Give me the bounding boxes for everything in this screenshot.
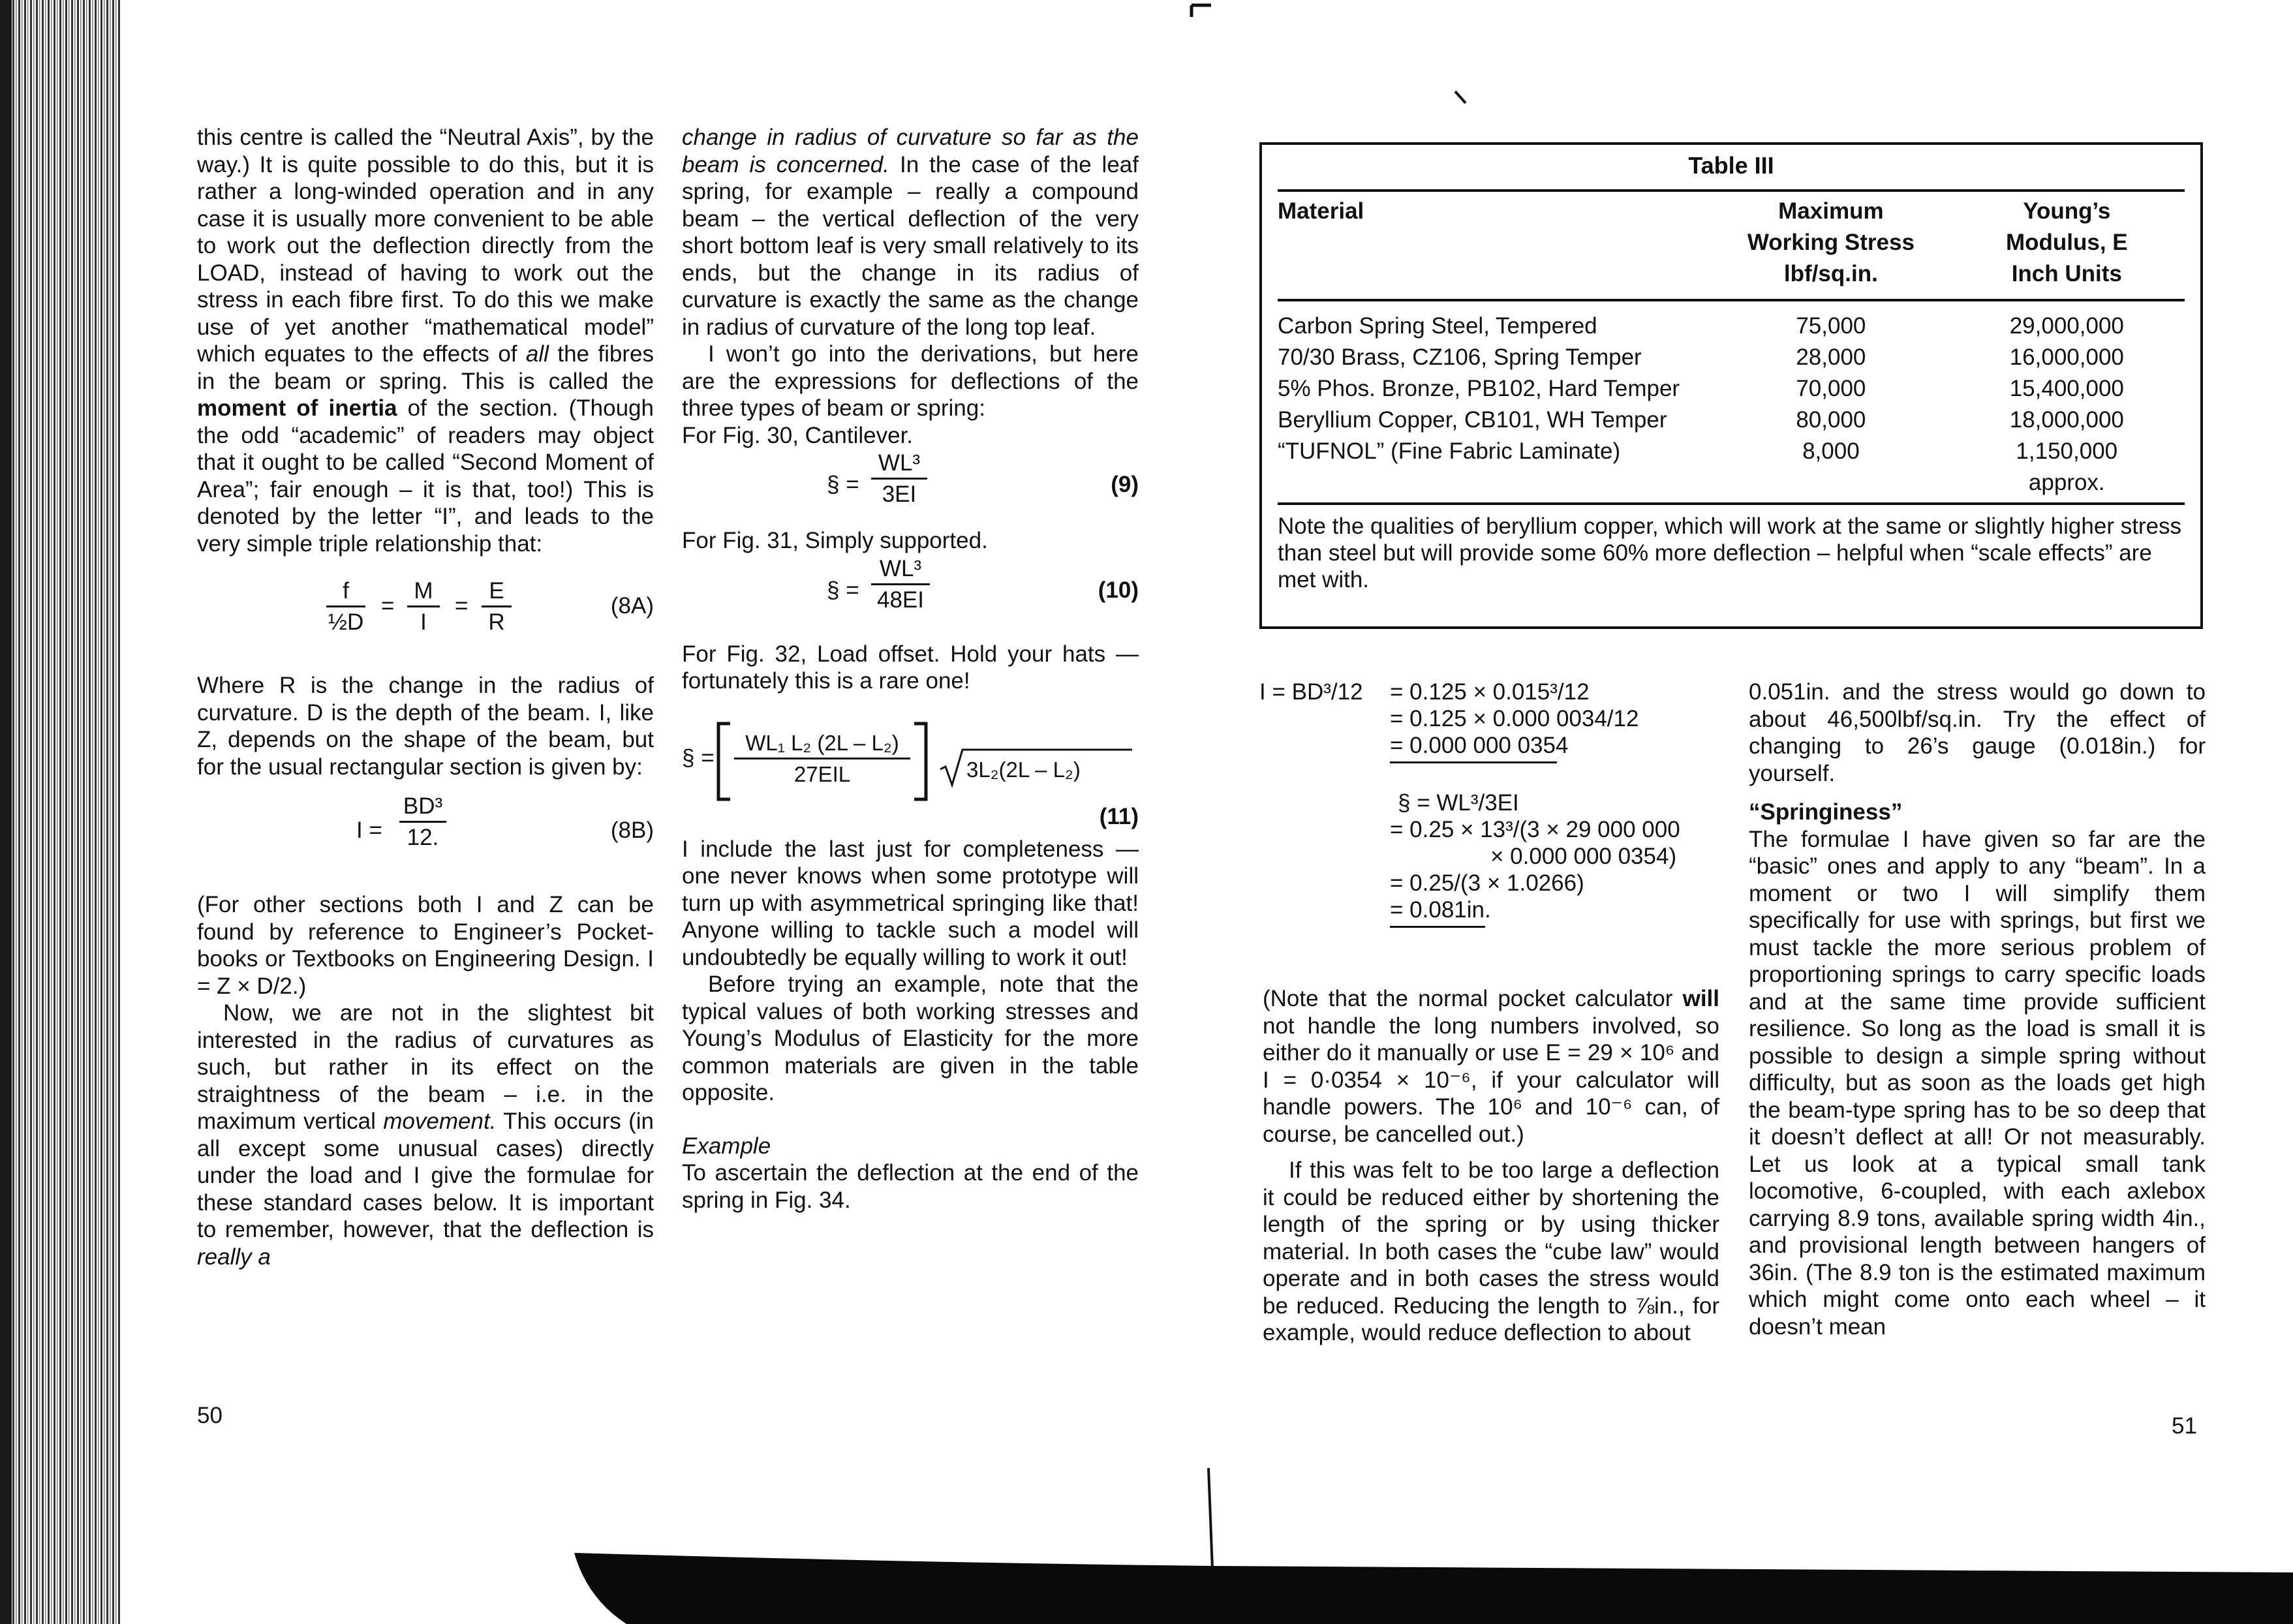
header-material: Material xyxy=(1278,198,1364,224)
table-note: Note the qualities of beryllium copper, which will work at the same or slightly higher stress than steel but will provide some 60% more deflection – helpful when “scale effects” are met with. xyxy=(1278,502,2185,593)
table-title: Table III xyxy=(1278,145,2185,192)
left-edge-dark xyxy=(0,0,12,1624)
now-paragraph: Now, we are not in the slightest bit interested in the radius of curvatures as such, but rather in its effect on the straightness of the beam – i.e. in the maximum vertical movement. This occurs (in all except some unusual cases) directly under the load and I give the formulae for these standard cases below. It is important to remember, however, that the deflection is really a xyxy=(197,1000,654,1270)
right-page-number: 51 xyxy=(2172,1413,2197,1439)
example-text: To ascertain the deflection at the end of the spring in Fig. 34. xyxy=(682,1160,1139,1213)
gutter-crease xyxy=(1208,1468,1212,1569)
example-heading: Example xyxy=(682,1133,771,1159)
before-example-paragraph: Before trying an example, note that the typical values of both working stresses and Young’s Modulus of Elasticity for the more common materials are given in the table opposite. xyxy=(682,972,1139,1105)
calc-i-line-2: = 0.125 × 0.000 0034/12 xyxy=(1390,706,1639,731)
header-working-stress: Maximum Working Stress lbf/sq.in. xyxy=(1747,198,1915,286)
calculation-block xyxy=(1259,679,1729,928)
table-row: 70/30 Brass, CZ106, Spring Temper 28,000 16,000,000 xyxy=(1278,345,2124,370)
calc-s-line-3: = 0.25/(3 × 1.0266) xyxy=(1390,870,1584,896)
right-column-3 xyxy=(1263,985,1719,1347)
equation-8a: $\frac{f}{\text{½D}}$ = $\frac{M}{I}$ = $\frac{E}{R}$ (8A) xyxy=(197,577,654,662)
table-row: 5% Phos. Bronze, PB102, Hard Temper 70,000 15,400,000 xyxy=(1278,376,2124,401)
derivations-paragraph: I won’t go into the derivations, but here are the expressions for deflections of the three types of beam or spring: xyxy=(682,341,1139,421)
smudge-mark xyxy=(1455,91,1466,103)
if-too-large-paragraph: If this was felt to be too large a deflection it could be reduced either by shortening the length of the spring or by using thicker material. In both cases the “cube law” would operate and in both cases the stress would be reduced. Reducing the length to ⅞in., for example, would reduce deflection to about xyxy=(1263,1157,1719,1345)
table-row: Beryllium Copper, CB101, WH Temper 80,000 18,000,000 xyxy=(1278,407,2124,433)
header-youngs-modulus: Young’s Modulus, E Inch Units xyxy=(2005,198,2128,286)
calc-s-line-0: § = WL³/3EI xyxy=(1398,790,1519,816)
table-row-approx: approx. xyxy=(2028,470,2105,495)
table-header-row xyxy=(1278,196,2185,300)
equation-11: § = WL₁ L₂ (2L – L₂) 27EIL 3L₂(2L – L₂) (11) xyxy=(682,721,1139,832)
equation-8b: I = $\frac{\text{BD³}}{12.}$ (8B) xyxy=(356,793,654,850)
curvature-paragraph: change in radius of curvature so far as the beam is concerned. In the case of the leaf spring, for example – really a compound beam – the vertical deflection of the very short bottom leaf is very small relatively to its ends, but the change in its radius of curvature is exactly the same as the change in radius of curvature of the long top leaf. xyxy=(682,125,1139,340)
equation-9-label: (9) xyxy=(1111,472,1139,497)
equation-11-label: (11) xyxy=(1099,803,1139,829)
left-page-number: 50 xyxy=(197,1403,223,1428)
left-column-2 xyxy=(682,124,1139,1214)
where-paragraph: Where R is the change in the radius of curvature. D is the depth of the beam. I, like Z, depends on the shape of the beam, but for the usual rectangular section is given by: xyxy=(197,673,654,780)
equation-8b-label: (8B) xyxy=(610,818,654,843)
page-edge-stripes xyxy=(0,0,121,1624)
stress-continue-paragraph: 0.051in. and the stress would go down to about 46,500lbf/sq.in. Try the effect of changing to 26’s gauge (0.018in.) for yourself. xyxy=(1749,679,2206,786)
table-row: Carbon Spring Steel, Tempered 75,000 29,000,000 xyxy=(1278,313,2124,339)
intro-paragraph: this centre is called the “Neutral Axis”, by the way.) It is quite possible to do this, but it is rather a long-winded operation and in any case it is usually more convenient to be able to work out the deflection directly from the LOAD, instead of having to work out the stress in each fibre first. To do this we make use of yet another “mathematical model” which equates to the effects of all the fibres in the beam or spring. This is called the moment of inertia of the section. (Though the odd “academic” of readers may object that it ought to be called “Second Moment of Area”; fair enough – it is that, too!) This is denoted by the letter “I”, and leads to the very simple triple relationship that: xyxy=(197,125,654,557)
completeness-paragraph: I include the last just for completeness — one never knows when some prototype will turn up with asymmetrical springing like that! Anyone willing to tackle such a model will undoubtedly be equally willing to work it out! xyxy=(682,836,1139,970)
bottom-gutter-shadow xyxy=(574,1553,2293,1624)
left-bracket xyxy=(713,721,734,802)
calc-i-line-0: I = BD³/12 xyxy=(1259,679,1363,705)
equation-8a-label: (8A) xyxy=(610,593,654,619)
right-column-4 xyxy=(1749,679,2206,1340)
fig30-caption: For Fig. 30, Cantilever. xyxy=(682,422,914,448)
corner-mark xyxy=(1192,5,1211,17)
table-row: “TUFNOL” (Fine Fabric Laminate) 8,000 1,150,000 xyxy=(1278,438,2118,464)
root-expression: 3L₂(2L – L₂) xyxy=(966,757,1081,782)
calc-s-line-2: × 0.000 000 0354) xyxy=(1490,844,1677,869)
calc-s-line-4: = 0.081in. xyxy=(1390,896,1729,928)
calc-i-line-3: = 0.000 000 0354 xyxy=(1390,732,1729,763)
other-sections-paragraph: (For other sections both I and Z can be found by reference to Engineer’s Pocket-books or Textbooks on Engineering Design. I = Z × D/2.) xyxy=(197,892,654,999)
springiness-paragraph: The formulae I have given so far are the “basic” ones and apply to any “beam”. In a moment or two I will simplify them specifically for use with springs, but first we must tackle the more serious problem of proportioning springs to carry specific loads and at the same time provide sufficient resilience. So long as the load is small it is possible to design a simple spring without difficulty, but as soon as the loads get high the beam-type spring has to be so deep that it doesn’t deflect at all! Or not measurably. Let us look at a typical small tank locomotive, 6-coupled, with each axlebox carrying 8.9 tons, available spring width 4in., and provisional length between hangers of 36in. (The 8.9 ton is the estimated maximum which might come onto each wheel – it doesn’t mean xyxy=(1749,826,2206,1340)
calc-i-line-1: = 0.125 × 0.015³/12 xyxy=(1390,679,1590,705)
calculator-note: (Note that the normal pocket calculator will not handle the long numbers involved, so either do it manually or use E = 29 × 10⁶ and I = 0·0354 × 10⁻⁶, if your calculator will handle powers. The 10⁶ and 10⁻⁶ can, of course, be cancelled out.) xyxy=(1263,986,1719,1147)
fig32-caption: For Fig. 32, Load offset. Hold your hats — fortunately this is a rare one! xyxy=(682,641,1139,694)
calc-s-line-1: = 0.25 × 13³/(3 × 29 000 000 xyxy=(1390,817,1680,842)
springiness-heading: “Springiness” xyxy=(1749,799,1903,825)
table-iii-box xyxy=(1259,142,2203,629)
materials-table xyxy=(1278,196,2185,498)
right-bracket xyxy=(910,721,931,802)
left-column-1 xyxy=(197,124,654,1270)
equation-10-label: (10) xyxy=(1098,577,1139,603)
fig31-caption: For Fig. 31, Simply supported. xyxy=(682,528,988,553)
equation-10: § = $\frac{\text{WL³}}{48EI}$ (10) xyxy=(827,555,1139,613)
equation-9: § = $\frac{\text{WL³}}{3EI}$ (9) xyxy=(827,450,1139,507)
